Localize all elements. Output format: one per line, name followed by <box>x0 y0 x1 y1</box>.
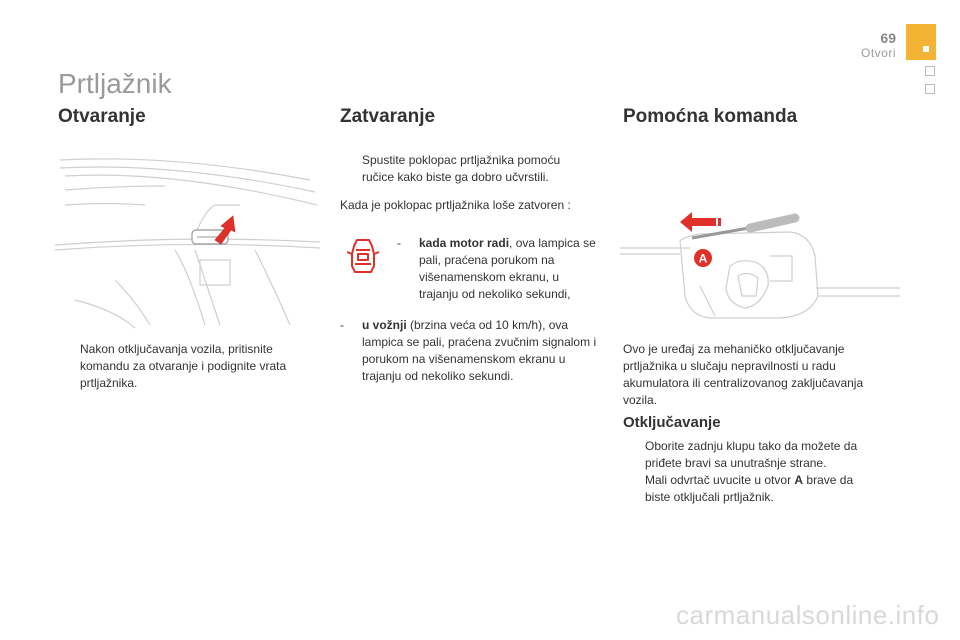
engine-running-text: , ova lampica se pali, praćena porukom na višenamenskom ekranu, u trajanju od nekoliko sekundi, <box>419 236 596 301</box>
unlock-step-2-marker: A <box>794 473 804 487</box>
tab-marker-icon <box>923 46 929 52</box>
heading-zatvaranje: Zatvaranje <box>340 106 436 127</box>
section-label: Otvori <box>860 46 896 60</box>
otvaranje-instruction <box>58 341 298 392</box>
page-title: Prtljažnik <box>58 68 172 99</box>
emergency-release-illustration <box>620 196 900 326</box>
driving-text: (brzina veća od 10 km/h), ova lampica se pali, praćena zvučnim signalom i porukom na višenamenskom ekranu u trajanju od nekoliko sekundi. <box>362 318 597 383</box>
page-number: 69 <box>880 30 896 46</box>
page-nav-square-2 <box>925 84 935 94</box>
marker-a-label: A <box>698 251 708 266</box>
otvaranje-text: Nakon otključavanja vozila, pritisnite komandu za otvaranje i podignite vrata prtljažnika. <box>80 342 287 390</box>
trunk-open-warning-icon <box>346 236 380 276</box>
heading-otkljucavanje: Otključavanje <box>623 414 721 431</box>
unlock-step-2-text-a: Mali odvrtač uvucite u otvor <box>645 473 795 487</box>
section-tab <box>906 24 936 60</box>
unlock-step-2-text-b: brave da biste otključali prtljažnik. <box>645 473 854 504</box>
poorly-closed-intro: Kada je poklopac prtljažnika loše zatvoren : <box>340 198 571 212</box>
driving-label: u vožnji <box>362 318 407 332</box>
heading-pomocna-komanda: Pomoćna komanda <box>623 106 798 127</box>
page-nav-square-1 <box>925 66 935 76</box>
dash-marker: - <box>397 236 401 250</box>
unlock-step-2 <box>623 472 878 506</box>
engine-running-item <box>397 235 597 303</box>
zatvaranje-text: Spustite poklopac prtljažnika pomoću ručice kako biste ga dobro učvrstili. <box>362 153 561 184</box>
red-arrow-icon <box>680 212 721 232</box>
unlock-step-1-text: Oborite zadnju klupu tako da možete da priđete bravi sa unutrašnje strane. <box>645 439 858 470</box>
heading-otvaranje: Otvaranje <box>58 106 146 127</box>
dash-marker: - <box>340 318 344 332</box>
driving-item <box>340 317 602 385</box>
emergency-description: Ovo je uređaj za mehaničko otključavanje prtljažnika u slučaju nepravilnosti u radu akumulatora ili centralizovanog zaključavanja vozila. <box>623 342 864 407</box>
watermark-footer: carmanualsonline.info <box>676 600 940 630</box>
trunk-opening-illustration <box>55 150 320 330</box>
engine-running-label: kada motor radi <box>419 236 510 250</box>
zatvaranje-instruction <box>340 152 585 186</box>
unlock-step-1 <box>623 438 878 472</box>
unlock-steps <box>623 438 878 506</box>
